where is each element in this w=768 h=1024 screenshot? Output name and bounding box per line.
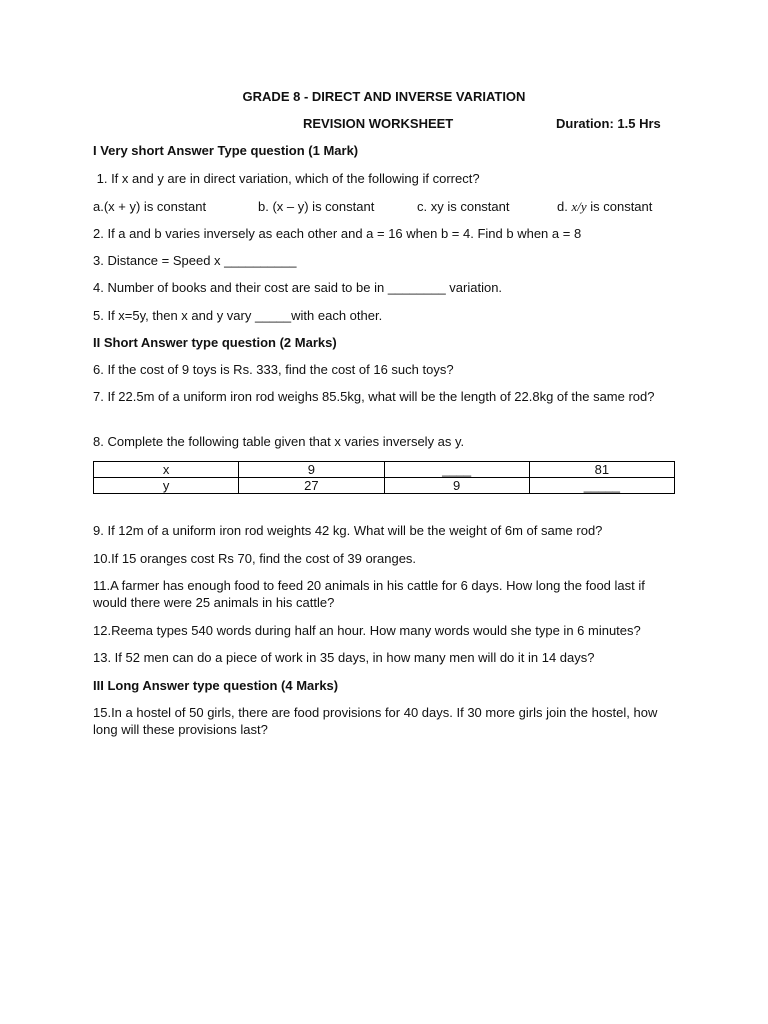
duration-label: Duration: 1.5 Hrs xyxy=(556,116,661,131)
question-9: 9. If 12m of a uniform iron rod weights 42 kg. What will be the weight of 6m of same rod? xyxy=(93,523,603,538)
option-c: c. xy is constant xyxy=(417,199,510,214)
question-15: 15.In a hostel of 50 girls, there are food provisions for 40 days. If 30 more girls join the hostel, how long will these provisions last? xyxy=(93,705,658,737)
table-cell: 81 xyxy=(529,462,674,478)
option-a: a.(x + y) is constant xyxy=(93,199,207,214)
question-11: 11.A farmer has enough food to feed 20 animals in his cattle for 6 days. How long the food last if would there were 25 animals in his cattle? xyxy=(93,578,645,610)
question-4: 4. Number of books and their cost are said to be in ________ variation. xyxy=(93,280,503,295)
question-10: 10.If 15 oranges cost Rs 70, find the cost of 39 oranges. xyxy=(93,551,417,566)
table-cell: ____ xyxy=(384,462,529,478)
option-d-prefix: d. xyxy=(557,199,572,214)
table-cell: _____ xyxy=(529,478,674,494)
question-7: 7. If 22.5m of a uniform iron rod weighs 85.5kg, what will be the length of 22.8kg of the same rod? xyxy=(93,389,655,404)
section-2-heading: II Short Answer type question (2 Marks) xyxy=(93,335,337,350)
section-1-heading: I Very short Answer Type question (1 Mark) xyxy=(93,143,359,158)
table-cell: 27 xyxy=(239,478,384,494)
table-cell: 9 xyxy=(384,478,529,494)
question-6: 6. If the cost of 9 toys is Rs. 333, find the cost of 16 such toys? xyxy=(93,362,454,377)
option-b: b. (x – y) is constant xyxy=(258,199,375,214)
question-5: 5. If x=5y, then x and y vary _____with each other. xyxy=(93,308,383,323)
table-row-y xyxy=(94,478,675,494)
option-d-math: x/y xyxy=(571,199,587,214)
inverse-variation-table xyxy=(93,461,675,494)
worksheet-title: GRADE 8 - DIRECT AND INVERSE VARIATION xyxy=(242,89,526,104)
worksheet-subtitle: REVISION WORKSHEET xyxy=(303,116,454,131)
table-cell: y xyxy=(94,478,239,494)
question-12: 12.Reema types 540 words during half an hour. How many words would she type in 6 minutes? xyxy=(93,623,641,638)
question-8: 8. Complete the following table given that x varies inversely as y. xyxy=(93,434,465,449)
option-d-suffix: is constant xyxy=(586,199,653,214)
table-cell: 9 xyxy=(239,462,384,478)
question-13: 13. If 52 men can do a piece of work in 35 days, in how many men will do it in 14 days? xyxy=(93,650,595,665)
section-3-heading: III Long Answer type question (4 Marks) xyxy=(93,678,339,693)
table-cell: x xyxy=(94,462,239,478)
question-3: 3. Distance = Speed x __________ xyxy=(93,253,297,268)
table-row-x xyxy=(94,462,675,478)
question-2: 2. If a and b varies inversely as each other and a = 16 when b = 4. Find b when a = 8 xyxy=(93,226,582,241)
option-d xyxy=(557,198,652,215)
question-1: 1. If x and y are in direct variation, which of the following if correct? xyxy=(93,171,480,186)
